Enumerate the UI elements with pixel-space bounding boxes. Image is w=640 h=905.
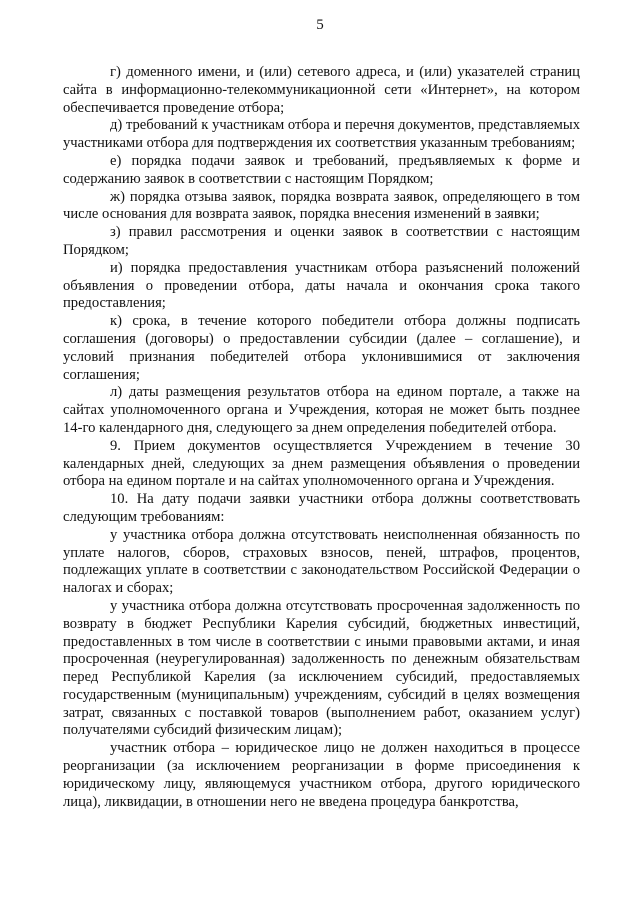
paragraph-item-l: л) даты размещения результатов отбора на едином портале, а также на сайтах уполномоченного органа и Учреждения, которая не может быть позднее 14-го календарного дня, следующего за днем определения победителей отбора.: [63, 384, 580, 436]
requirement-taxes: у участника отбора должна отсутствовать неисполненная обязанность по уплате налогов, сборов, страховых взносов, пеней, штрафов, процентов, подлежащих уплате в соответствии с законодательством Российской Федерации о налогах и сборах;: [63, 526, 580, 597]
paragraph-item-z: з) правил рассмотрения и оценки заявок в соответствии с настоящим Порядком;: [63, 224, 580, 258]
requirement-reorganization: участник отбора – юридическое лицо не должен находиться в процессе реорганизации (за исключением реорганизации в форме присоединения к юридическому лицу, являющемуся участником отбора, другого юридического лица), ликвидации, в отношении него не введена процедура банкротства,: [63, 740, 580, 810]
paragraph-item-e: е) порядка подачи заявок и требований, предъявляемых к форме и содержанию заявок в соответствии с настоящим Порядком;: [63, 152, 580, 187]
paragraph-9: 9. Прием документов осуществляется Учреждением в течение 30 календарных дней, следующих за днем размещения объявления о проведении отбора на едином портале и на сайтах уполномоченного органа и Учреждения.: [63, 437, 580, 490]
paragraph-item-d: д) требований к участникам отбора и перечня документов, представляемых участниками отбора для подтверждения их соответствия указанным требованиям;: [63, 117, 580, 152]
paragraph-10: 10. На дату подачи заявки участники отбора должны соответствовать следующим требованиям:: [63, 491, 580, 525]
document-body: [63, 64, 580, 811]
requirement-debt: у участника отбора должна отсутствовать просроченная задолженность по возврату в бюджет Республики Карелия субсидий, бюджетных инвестиций, предоставленных в том числе в соответствии с иными правовыми актами, и иная просроченная (неурегулированная) задолженность по денежным обязательствам перед Республикой Карелия (за исключением субсидий, предоставляемых государственным (муниципальным) учреждениям, субсидий в целях возмещения затрат, связанных с поставкой товаров (выполнением работ, оказанием услуг) получателями субсидий физическим лицам);: [63, 597, 580, 739]
paragraph-item-i: и) порядка предоставления участникам отбора разъяснений положений объявления о проведении отбора, даты начала и окончания срока такого предоставления;: [63, 259, 580, 312]
paragraph-item-k: к) срока, в течение которого победители отбора должны подписать соглашения (договоры) о предоставлении субсидии (далее – соглашение), и условий признания победителей отбора уклонившимися от заключения соглашения;: [63, 313, 580, 383]
paragraph-item-g: г) доменного имени, и (или) сетевого адреса, и (или) указателей страниц сайта в информационно-телекоммуникационной сети «Интернет», на котором обеспечивается проведение отбора;: [63, 64, 580, 116]
paragraph-item-zh: ж) порядка отзыва заявок, порядка возврата заявок, определяющего в том числе основания для возврата заявок, порядка внесения изменений в заявки;: [63, 188, 580, 223]
page-number: 5: [316, 17, 324, 33]
